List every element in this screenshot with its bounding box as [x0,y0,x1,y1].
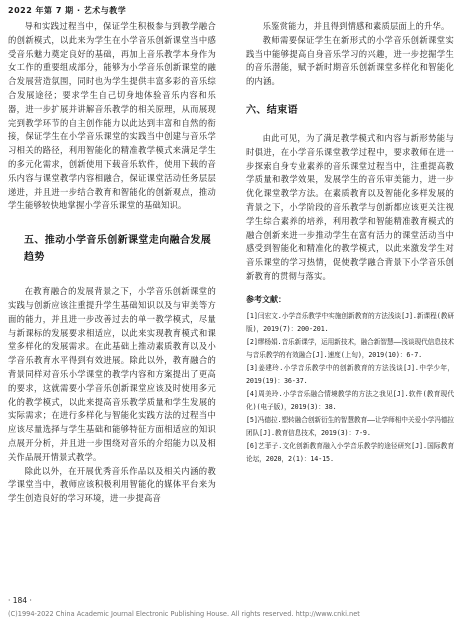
reference-item: [2]缪杨娟.音乐新课学，运用新技术，融合新智慧——浅谈现代信息技术与音乐教学的有效融合[J].速度(上旬)，2019(10)：6-7. [246,337,455,359]
left-column [8,20,216,506]
references-list [246,310,454,466]
right-paragraph-3: 由此可见，为了满足教学模式和内容与新形势能与时俱进，在小学音乐课堂教学过程中，要求教师在进一步探索自身专业素养的音乐课堂过程当中，注重提高教学质量和教学效果，发展学生的音乐审美能力，进一步优化课堂教学方法。在素质教育以及智能化多样发展的背景之下，小学阶段的音乐教学与创新都应该更关注视学生综合素养的培养，利用教学和智能精准教育模式的融合创新来进一步推动学生在富有活力的课堂活动当中感受到智能化和精准化的教学模式，以此来激发学生对音乐课堂的学习热情，促使教学融合背景下小学音乐创新教育的贯彻与落实。 [246,132,454,281]
reference-item: [3]姜建玲.小学音乐教学中的创新教育的方法浅谈[J].中学少年，2019(19)：36-37. [246,363,454,385]
reference-item: [6]艺菲子.文化创新教育融入小学音乐教学的途径研究[J].国际教育论坛，2020，2(1)：14-15. [246,441,454,463]
section-6-heading: 六、结束语 [246,104,298,116]
page-number: · 184 · [8,596,32,605]
left-paragraph-1: 导和实践过程当中，保证学生积极参与到教学融合的创新模式，以此来为学生在小学音乐创新课堂当中感受音乐魅力奠定良好的基础，再加上音乐教学本身作为女工作的重要组成部分，能够为小学音乐创新课堂的融合发展营造氛围，同时也为学生提供丰富多彩的音乐综合发展途径；要求学生自己切身地体验音乐内容和乐器，进一步扩展并讲解音乐教学的相关原理，从而展现完到教学环节的自主创作能力以此达到丰富和自然的衔接，保证学生在小学音乐课堂的实践当中创建与音乐学习相关的路径，利用智能化的精准教学模式来满足学生的多元化需求，创新使用下载音乐软件，使用下载的音乐内容与课堂教学内容相融合，保证课堂活动任务层层递进，并且进一步结合教育和智能化的创新观点，推动学生能够较快地掌握小学音乐课堂的基础知识。 [8,21,216,211]
references-title: 参考文献： [246,293,286,304]
right-column [246,20,454,466]
reference-item: [4]周美玲.小学音乐融合情境教学的方法之我见[J].软件(教育现代化)(电子版)，2019(3)：38. [246,389,454,411]
left-paragraph-2: 在教育融合的发展背景之下，小学音乐创新课堂的实践与创新应该注重提升学生基础知识以及与审美等方面的能力，并且进一步改善过去的单一教学模式，尽量与新课标的发展要求相适应，以此来实现教育模式和课堂多样化的发展需求。在此基础上推动素质教育以及小学音乐教育水平得到有效进展。除此以外，教育融合的背景同样对音乐小学课堂的教学内容和方案提出了更高的要求，这就需要小学音乐创新课堂应该及时使用多元化的教学模式，以此来提高音乐教学质量和学生发展的实际需求；在进行多样化与智能化实践方法的过程当中应该尽量选择与学生基础和能够特征方面相适应的知识点展开分析，并且进一步围绕对音乐的介绍能力以及相关作品展开情景式教学。 [8,286,216,462]
reference-item: [5]冯德拉.塑转融合创新衍生的智慧教育——让学师相中关爱小学冯德拉团队[J].教育信息技术，2019(3)：7-9. [246,415,455,437]
section-5-heading: 五、推动小学音乐创新课堂走向融合发展趋势 [24,235,212,264]
page-header [8,4,456,18]
reference-item: [1]闫宏文.小学音乐教学中实施创新教育的方法浅谈[J].新课程(教研版)，2019(7)：200-201. [246,311,454,333]
left-paragraph-3: 除此以外，在开展优秀音乐作品以及相关内涵的教学课堂当中，教师应该积极利用智能化的媒体平台来为学生创造良好的学习环境，进一步提高音 [8,465,216,504]
right-paragraph-2: 教师需要保证学生在新形式的小学音乐创新课堂实践当中能够提高自身音乐学习的兴趣，进一步挖掘学生的音乐潜能，赋予新时期音乐创新课堂多样化和智能化的内涵。 [246,34,454,87]
copyright-notice: (C)1994-2022 China Academic Journal Electronic Publishing House. All rights reserved. http://www.cnki.net [8,610,360,618]
right-paragraph-1: 乐鉴赏能力，并且得到情感和素质层面上的升华。 [262,21,450,31]
journal-issue-line: 2022 年第 7 期 · 艺术与教学 [8,6,127,15]
